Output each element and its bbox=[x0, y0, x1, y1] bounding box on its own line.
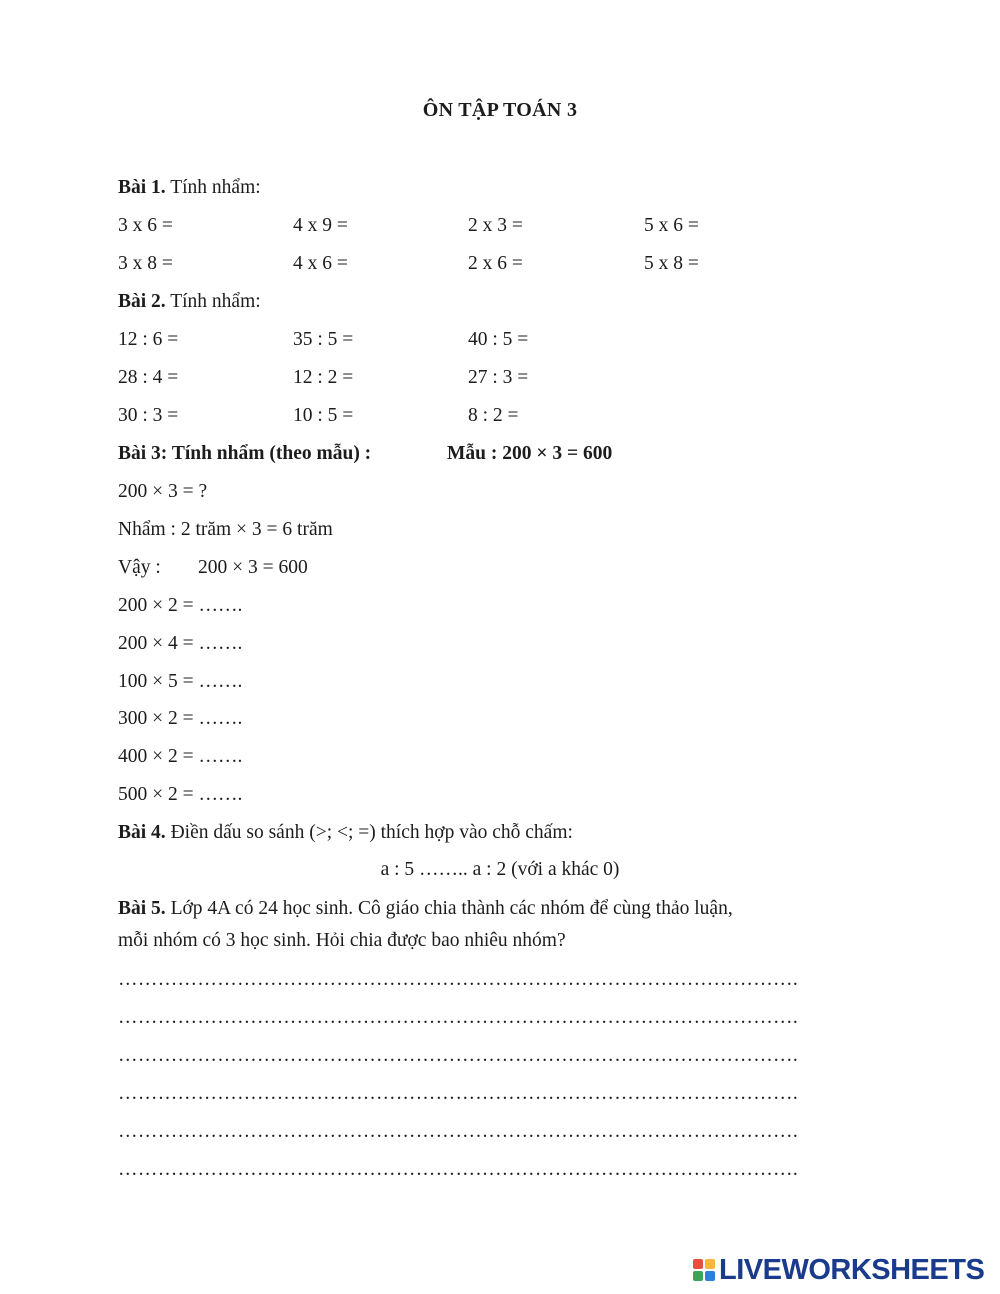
bai5-text-line2: mỗi nhóm có 3 học sinh. Hỏi chia được bao nhiêu nhóm? bbox=[118, 930, 566, 951]
bai2-cell: 12 : 6 = bbox=[118, 329, 179, 350]
bai3-item: 500 × 2 = ……. bbox=[118, 784, 243, 805]
bai2-cell: 12 : 2 = bbox=[293, 367, 354, 388]
answer-line: …………………………………………………………………………………………. bbox=[118, 1121, 799, 1142]
bai3-item: 200 × 4 = ……. bbox=[118, 633, 243, 654]
bai3-heading: Bài 3: Tính nhẩm (theo mẫu) : bbox=[118, 443, 372, 464]
bai2-instruction: Tính nhẩm: bbox=[165, 291, 261, 312]
bai1-heading-line bbox=[118, 175, 261, 201]
logo-square bbox=[693, 1271, 703, 1281]
bai1-cell: 4 x 6 = bbox=[293, 253, 348, 274]
bai5-heading: Bài 5. bbox=[118, 898, 166, 919]
logo-square bbox=[693, 1259, 703, 1269]
bai5-heading-line bbox=[118, 896, 733, 922]
bai5-text-line1: Lớp 4A có 24 học sinh. Cô giáo chia thành các nhóm để cùng thảo luận, bbox=[165, 898, 733, 919]
bai2-cell: 35 : 5 = bbox=[293, 329, 354, 350]
bai2-heading: Bài 2. bbox=[118, 291, 166, 312]
bai2-cell: 10 : 5 = bbox=[293, 405, 354, 426]
bai1-instruction: Tính nhẩm: bbox=[165, 177, 261, 198]
bai3-example-question: 200 × 3 = ? bbox=[118, 481, 208, 502]
bai3-item: 100 × 5 = ……. bbox=[118, 671, 243, 692]
bai3-example-vay-label: Vậy : bbox=[118, 557, 161, 578]
bai3-item: 400 × 2 = ……. bbox=[118, 746, 243, 767]
answer-line: …………………………………………………………………………………………. bbox=[118, 969, 799, 990]
bai1-cell: 4 x 9 = bbox=[293, 215, 348, 236]
bai4-heading: Bài 4. bbox=[118, 822, 166, 843]
bai1-cell: 2 x 3 = bbox=[468, 215, 523, 236]
bai4-expression: a : 5 …….. a : 2 (với a khác 0) bbox=[380, 859, 620, 880]
bai3-sample: Mẫu : 200 × 3 = 600 bbox=[447, 443, 613, 464]
bai1-cell: 5 x 6 = bbox=[644, 215, 699, 236]
bai2-cell: 30 : 3 = bbox=[118, 405, 179, 426]
bai2-cell: 27 : 3 = bbox=[468, 367, 529, 388]
bai2-cell: 40 : 5 = bbox=[468, 329, 529, 350]
bai2-heading-line bbox=[118, 289, 261, 315]
answer-line: …………………………………………………………………………………………. bbox=[118, 1045, 799, 1066]
logo-text: LIVEWORKSHEETS bbox=[719, 1253, 985, 1286]
answer-line: …………………………………………………………………………………………. bbox=[118, 1159, 799, 1180]
bai3-item: 200 × 2 = ……. bbox=[118, 595, 243, 616]
bai2-cell: 28 : 4 = bbox=[118, 367, 179, 388]
bai1-cell: 5 x 8 = bbox=[644, 253, 699, 274]
bai1-heading: Bài 1. bbox=[118, 177, 166, 198]
bai4-heading-line bbox=[118, 820, 573, 846]
liveworksheets-logo bbox=[693, 1255, 984, 1285]
bai3-item: 300 × 2 = ……. bbox=[118, 708, 243, 729]
bai3-example-vay-value: 200 × 3 = 600 bbox=[198, 557, 308, 578]
answer-line: …………………………………………………………………………………………. bbox=[118, 1007, 799, 1028]
page-title: ÔN TẬP TOÁN 3 bbox=[422, 99, 578, 121]
bai1-cell: 2 x 6 = bbox=[468, 253, 523, 274]
bai1-cell: 3 x 8 = bbox=[118, 253, 173, 274]
bai4-instruction: Điền dấu so sánh (>; <; =) thích hợp vào chỗ chấm: bbox=[165, 822, 573, 843]
logo-mark-icon bbox=[693, 1259, 715, 1281]
bai1-cell: 3 x 6 = bbox=[118, 215, 173, 236]
bai2-cell: 8 : 2 = bbox=[468, 405, 519, 426]
bai3-example-nham: Nhẩm : 2 trăm × 3 = 6 trăm bbox=[118, 519, 333, 540]
answer-line: …………………………………………………………………………………………. bbox=[118, 1083, 799, 1104]
logo-square bbox=[705, 1259, 715, 1269]
logo-square bbox=[705, 1271, 715, 1281]
